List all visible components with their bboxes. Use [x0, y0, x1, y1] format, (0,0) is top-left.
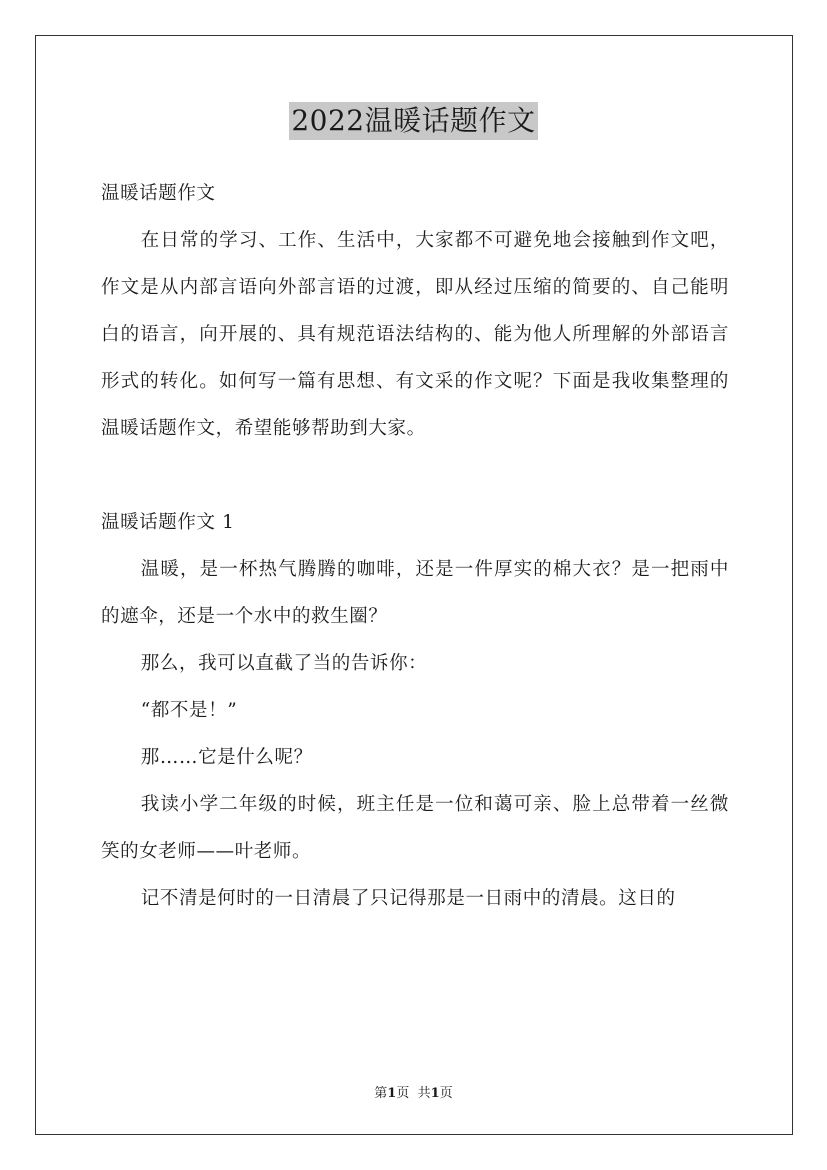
- footer-total-prefix: 共: [417, 1086, 431, 1101]
- intro-paragraph: 在日常的学习、工作、生活中，大家都不可避免地会接触到作文吧，作文是从内部言语向外部言语的过渡，即从经过压缩的简要的、自己能明白的语言，向开展的、具有规范语法结构的、能为他人所理解的外部语言形式的转化。如何写一篇有思想、有文采的作文呢？下面是我收集整理的温暖话题作文，希望能够帮助到大家。: [101, 230, 729, 439]
- body-paragraph: 那……它是什么呢？: [140, 747, 313, 768]
- section1-heading: 温暖话题作文 1: [101, 512, 235, 533]
- footer-total-suffix: 页: [439, 1086, 453, 1101]
- body-paragraph: 那么，我可以直截了当的告诉你：: [140, 653, 428, 674]
- body-paragraph: “都不是！”: [140, 700, 238, 721]
- body-paragraph: 温暖，是一杯热气腾腾的咖啡，还是一件厚实的棉大衣？是一把雨中的遮伞，还是一个水中的救生圈？: [101, 559, 729, 627]
- footer-total-number: 1: [430, 1086, 440, 1101]
- body-paragraph: 我读小学二年级的时候，班主任是一位和蔼可亲、脸上总带着一丝微笑的女老师——叶老师。: [101, 794, 729, 862]
- document-body: [101, 170, 729, 922]
- document-title: 2022温暖话题作文: [289, 102, 537, 140]
- footer-page-prefix: 第: [374, 1086, 388, 1101]
- intro-heading: 温暖话题作文: [101, 183, 216, 204]
- section-gap: [101, 452, 729, 499]
- body-paragraph: 记不清是何时的一日清晨了只记得那是一日雨中的清晨。这日的: [140, 888, 676, 909]
- page-footer: [0, 1082, 827, 1101]
- title-container: [0, 102, 827, 140]
- footer-page-suffix: 页: [396, 1086, 410, 1101]
- footer-page-number: 1: [387, 1086, 397, 1101]
